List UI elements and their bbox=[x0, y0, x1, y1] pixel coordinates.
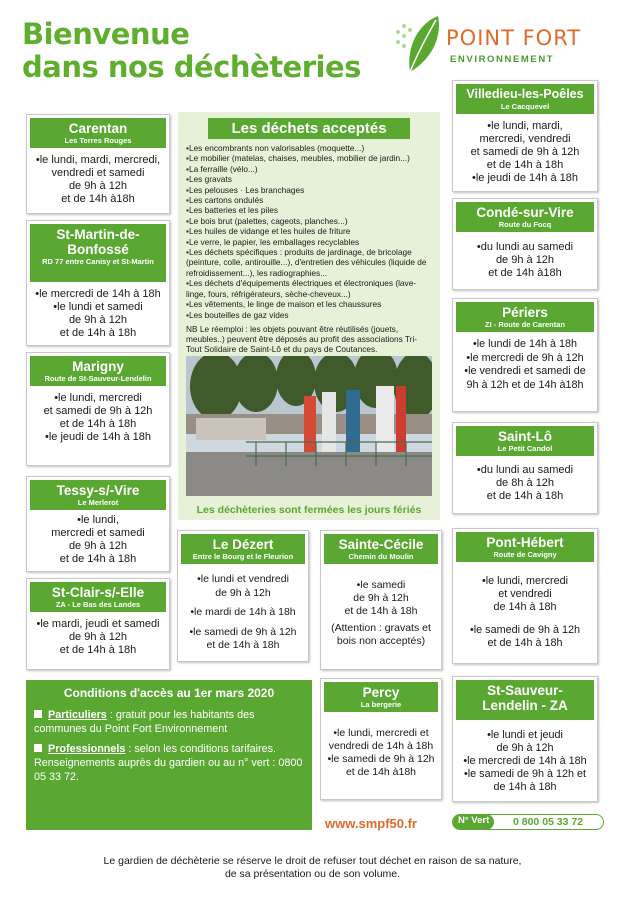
hours-line: • le lundi, mercredi bbox=[459, 575, 591, 588]
site-name: Périers bbox=[502, 305, 548, 320]
site-name: Sainte-Cécile bbox=[338, 537, 424, 552]
site-card-periers bbox=[452, 298, 598, 412]
footer-line-2: de sa présentation ou de son volume. bbox=[224, 868, 401, 880]
hours-line: • le jeudi de 14h à 18h bbox=[33, 431, 163, 444]
hours-line: et samedi de 9h à 12h bbox=[43, 405, 153, 417]
title-line-1: Bienvenue bbox=[22, 17, 190, 51]
site-hours bbox=[453, 565, 597, 653]
list-item: ▪ Les batteries et les piles bbox=[186, 205, 432, 215]
hours-line: • le samedi de 9h à 12h bbox=[327, 753, 435, 766]
list-item: ▪ Le mobilier (matelas, chaises, meubles, mobilier de jardin...) bbox=[186, 153, 432, 163]
hours-line: • du lundi au samedi bbox=[459, 241, 591, 254]
site-hours bbox=[321, 567, 441, 651]
site-header bbox=[30, 224, 166, 282]
site-header bbox=[456, 84, 594, 114]
hours-line: et vendredi bbox=[498, 588, 552, 600]
hours-line: • le lundi, mercredi bbox=[33, 392, 163, 405]
list-item: ▪ La ferraille (vélo...) bbox=[186, 164, 432, 174]
site-hours bbox=[453, 459, 597, 506]
list-item: ▪ Le verre, le papier, les emballages recyclables bbox=[186, 237, 432, 247]
site-address: Le Petit Candol bbox=[497, 444, 553, 453]
site-header bbox=[456, 426, 594, 456]
site-address: Route de Cavigny bbox=[493, 550, 557, 559]
holiday-closure-note: Les déchèteries sont fermées les jours fériés bbox=[196, 504, 422, 516]
list-item: ▪ Le bois brut (palettes, cageots, planches...) bbox=[186, 216, 432, 226]
site-card-tessy bbox=[26, 476, 170, 572]
hours-line: et de 14h à18h bbox=[345, 766, 417, 778]
accepted-waste-title: Les déchets acceptés bbox=[208, 118, 410, 139]
site-address: ZI - Route de Carentan bbox=[484, 320, 565, 329]
hours-line: • le lundi de 14h à 18h bbox=[459, 338, 591, 352]
site-name: Le Dézert bbox=[212, 537, 274, 552]
site-header bbox=[456, 680, 594, 720]
list-item: ▪ Les déchets spécifiques : produits de jardinage, de bricolage (peinture, colle, antirouille...), d'entretien des véhicules (liquide de refroidissement...), les radiographies... bbox=[186, 247, 432, 278]
site-header bbox=[30, 480, 166, 510]
hours-line: et de 14h à 18h bbox=[59, 553, 137, 565]
site-card-marigny bbox=[26, 352, 170, 466]
hours-line: • le lundi, mardi, bbox=[459, 120, 591, 133]
list-item: ▪ Les vêtements, le linge de maison et les chaussures bbox=[186, 299, 432, 309]
hours-line: de 9h à 12h bbox=[215, 586, 271, 599]
brand-logo bbox=[388, 12, 608, 82]
individuals-label: Particuliers bbox=[48, 709, 107, 721]
accepted-waste-panel bbox=[178, 112, 440, 520]
logo-name: POINT FORT bbox=[446, 26, 582, 50]
site-header bbox=[30, 356, 166, 386]
hours-line: vendredi de 14h à 18h bbox=[328, 740, 434, 752]
access-conditions bbox=[26, 680, 312, 830]
site-address: Le Merlerot bbox=[77, 498, 119, 507]
conditions-title: Conditions d'accès au 1er mars 2020 bbox=[63, 686, 275, 700]
site-name: Carentan bbox=[68, 121, 128, 136]
list-item: ▪ Les encombrants non valorisables (moquette...) bbox=[186, 143, 432, 153]
professionals-label: Professionnels bbox=[48, 743, 126, 755]
hours-line: de 9h à 12h bbox=[68, 314, 128, 326]
hours-line: 9h à 12h et de 14h à18h bbox=[466, 378, 584, 391]
site-name: Tessy-s/-Vire bbox=[56, 483, 140, 498]
site-hours bbox=[178, 567, 308, 656]
site-hours bbox=[321, 715, 441, 782]
site-header bbox=[456, 302, 594, 332]
footer-disclaimer bbox=[0, 855, 625, 881]
site-card-ponthebert bbox=[452, 528, 598, 664]
hours-line: (Attention : gravats et bbox=[331, 622, 431, 634]
hours-line: et de 14h à 18h bbox=[486, 490, 564, 502]
logo-subtitle: ENVIRONNEMENT bbox=[450, 54, 555, 65]
hours-line: • le lundi et vendredi bbox=[184, 573, 302, 587]
site-address: ZA - Le Bas des Landes bbox=[55, 600, 141, 609]
hours-line: mercredi, vendredi bbox=[479, 133, 571, 145]
site-card-carentan bbox=[26, 114, 170, 214]
hours-line: de 9h à 12h bbox=[353, 592, 409, 604]
conditions-professionals bbox=[34, 742, 304, 784]
site-card-stsauveur bbox=[452, 676, 598, 802]
site-address: RD 77 entre Canisy et St-Martin bbox=[42, 257, 154, 266]
hours-line: • le mardi de 14h à 18h bbox=[184, 606, 302, 620]
nvert-number: 0 800 05 33 72 bbox=[513, 816, 584, 828]
hours-line: • le samedi de 9h à 12h et bbox=[459, 768, 591, 781]
toll-free-number[interactable] bbox=[452, 814, 604, 830]
site-header bbox=[30, 582, 166, 612]
site-card-stmartin bbox=[26, 220, 170, 346]
site-address: Les Terres Rouges bbox=[64, 136, 132, 145]
title-block bbox=[22, 18, 361, 84]
site-name: Pont-Hébert bbox=[486, 535, 564, 550]
site-address: Le Cacquevel bbox=[500, 102, 550, 111]
site-hours bbox=[453, 117, 597, 188]
hours-line: mercredi et samedi bbox=[51, 527, 145, 539]
site-address: Route du Focq bbox=[498, 220, 552, 229]
hours-line: de 8h à 12h bbox=[495, 477, 555, 489]
accepted-waste-list bbox=[178, 143, 440, 320]
hours-line: bois non acceptés) bbox=[336, 635, 426, 647]
website-link[interactable]: www.smpf50.fr bbox=[325, 816, 417, 831]
reuse-note: NB Le réemploi : les objets pouvant être réutilisés (jouets, meubles..) peuvent être déposés au profit des associations Tri-Tout Solidaire de Saint-Lô et du pays de Coutances. bbox=[186, 323, 418, 355]
site-name: Percy bbox=[362, 685, 400, 700]
list-item: ▪ Les déchets d'équipements électriques et électroniques (lave-linge, fours, réfrigérateurs, sèche-cheveux...) bbox=[186, 278, 432, 299]
site-card-ledezert bbox=[177, 530, 309, 662]
site-card-conde bbox=[452, 198, 598, 290]
hours-line: • le mercredi de 14h à 18h bbox=[33, 288, 163, 301]
site-address: Route de St-Sauveur-Lendelin bbox=[44, 374, 152, 383]
bullet-square-icon bbox=[34, 710, 42, 718]
hours-line: et de 14h à 18h bbox=[59, 418, 137, 430]
hours-line: • le mercredi de 9h à 12h bbox=[459, 352, 591, 366]
hours-line: de 9h à 12h bbox=[68, 631, 128, 643]
site-hours bbox=[27, 389, 169, 447]
footer-line-1: Le gardien de déchèterie se réserve le droit de refuser tout déchet en raison de sa nature, bbox=[103, 855, 522, 867]
hours-line: • le samedi de 9h à 12h bbox=[459, 624, 591, 637]
hours-line: et de 14h à 18h bbox=[59, 327, 137, 339]
site-hours bbox=[27, 615, 169, 660]
hours-line: de 14h à 18h bbox=[493, 601, 557, 613]
site-hours bbox=[27, 285, 169, 343]
site-header bbox=[456, 532, 594, 562]
site-hours bbox=[453, 723, 597, 797]
hours-line: • le vendredi et samedi de bbox=[459, 365, 591, 379]
hours-line: de 9h à 12h bbox=[68, 180, 128, 192]
site-header bbox=[30, 118, 166, 148]
hours-line: vendredi et samedi bbox=[51, 167, 145, 179]
hours-line: de 9h à 12h bbox=[68, 540, 128, 552]
hours-line: et samedi de 9h à 12h bbox=[470, 146, 580, 158]
site-header bbox=[324, 682, 438, 712]
site-name: Villedieu-les-Poêles bbox=[466, 87, 584, 101]
hours-line: de 9h à 12h bbox=[495, 254, 555, 266]
nvert-tag: N° Vert bbox=[453, 814, 494, 830]
hours-line: et de 14h à 18h bbox=[487, 637, 563, 649]
hours-line: • du lundi au samedi bbox=[459, 464, 591, 477]
hours-line: • le lundi, mardi, mercredi, bbox=[33, 154, 163, 167]
hours-line: • le samedi de 9h à 12h bbox=[184, 626, 302, 640]
hours-line: • le lundi, bbox=[33, 514, 163, 527]
bullet-square-icon bbox=[34, 744, 42, 752]
hours-line: • le mercredi de 14h à 18h bbox=[459, 755, 591, 768]
site-card-percy bbox=[320, 678, 442, 800]
site-card-saintececile bbox=[320, 530, 442, 670]
site-hours bbox=[453, 235, 597, 283]
hours-line: • le jeudi de 14h à 18h bbox=[459, 172, 591, 185]
site-address: La bergerie bbox=[360, 700, 402, 709]
site-name: St-Martin-de-Bonfossé bbox=[56, 227, 140, 257]
hours-line: de 14h à 18h bbox=[493, 781, 557, 793]
site-name: Saint-Lô bbox=[498, 429, 552, 444]
professionals-text: : selon les conditions tarifaires. Renseignements auprès du gardien ou au n° vert : 0800 05 33 72. bbox=[34, 743, 303, 783]
site-header bbox=[324, 534, 438, 564]
site-hours bbox=[453, 335, 597, 395]
site-name: Marigny bbox=[72, 359, 124, 374]
recycling-center-photo bbox=[186, 356, 432, 496]
individuals-text: : gratuit pour les habitants des communes du Point Fort Environnement bbox=[34, 709, 255, 735]
hours-line: • le lundi, mercredi et bbox=[327, 727, 435, 740]
title-line-2: dans nos déchèteries bbox=[22, 50, 361, 84]
hours-line: de 9h à 12h bbox=[496, 742, 554, 754]
hours-line: et de 14h à18h bbox=[61, 193, 135, 205]
site-name: Condé-sur-Vire bbox=[476, 205, 574, 220]
site-name: St-Sauveur-Lendelin - ZA bbox=[482, 683, 568, 713]
site-name: St-Clair-s/-Elle bbox=[51, 585, 145, 600]
hours-line: et de 14h à 18h bbox=[59, 644, 137, 656]
site-address: Chemin du Moulin bbox=[348, 552, 414, 561]
site-card-villedieu bbox=[452, 80, 598, 192]
hours-line: • le samedi bbox=[327, 579, 435, 592]
hours-line: • le lundi et samedi bbox=[33, 301, 163, 314]
site-hours bbox=[27, 151, 169, 209]
hours-line: et de 14h à 18h bbox=[344, 605, 418, 617]
site-hours bbox=[27, 513, 169, 569]
hours-line: et de 14h à 18h bbox=[486, 159, 564, 171]
hours-line: et de 14h à 18h bbox=[206, 639, 280, 651]
site-header bbox=[181, 534, 305, 564]
site-card-saintlo bbox=[452, 422, 598, 514]
list-item: ▪ Les pelouses · Les branchages bbox=[186, 185, 432, 195]
site-header bbox=[456, 202, 594, 232]
list-item: ▪ Les bouteilles de gaz vides bbox=[186, 310, 432, 320]
hours-line: et de 14h à18h bbox=[488, 267, 562, 279]
list-item: ▪ Les huiles de vidange et les huiles de friture bbox=[186, 226, 432, 236]
site-card-stclair bbox=[26, 578, 170, 670]
hours-line: • le lundi et jeudi bbox=[459, 729, 591, 742]
conditions-individuals bbox=[34, 708, 304, 736]
list-item: ▪ Les cartons ondulés bbox=[186, 195, 432, 205]
hours-line: • le mardi, jeudi et samedi bbox=[33, 618, 163, 631]
list-item: ▪ Les gravats bbox=[186, 174, 432, 184]
site-address: Entre le Bourg et le Fleurion bbox=[192, 552, 294, 561]
